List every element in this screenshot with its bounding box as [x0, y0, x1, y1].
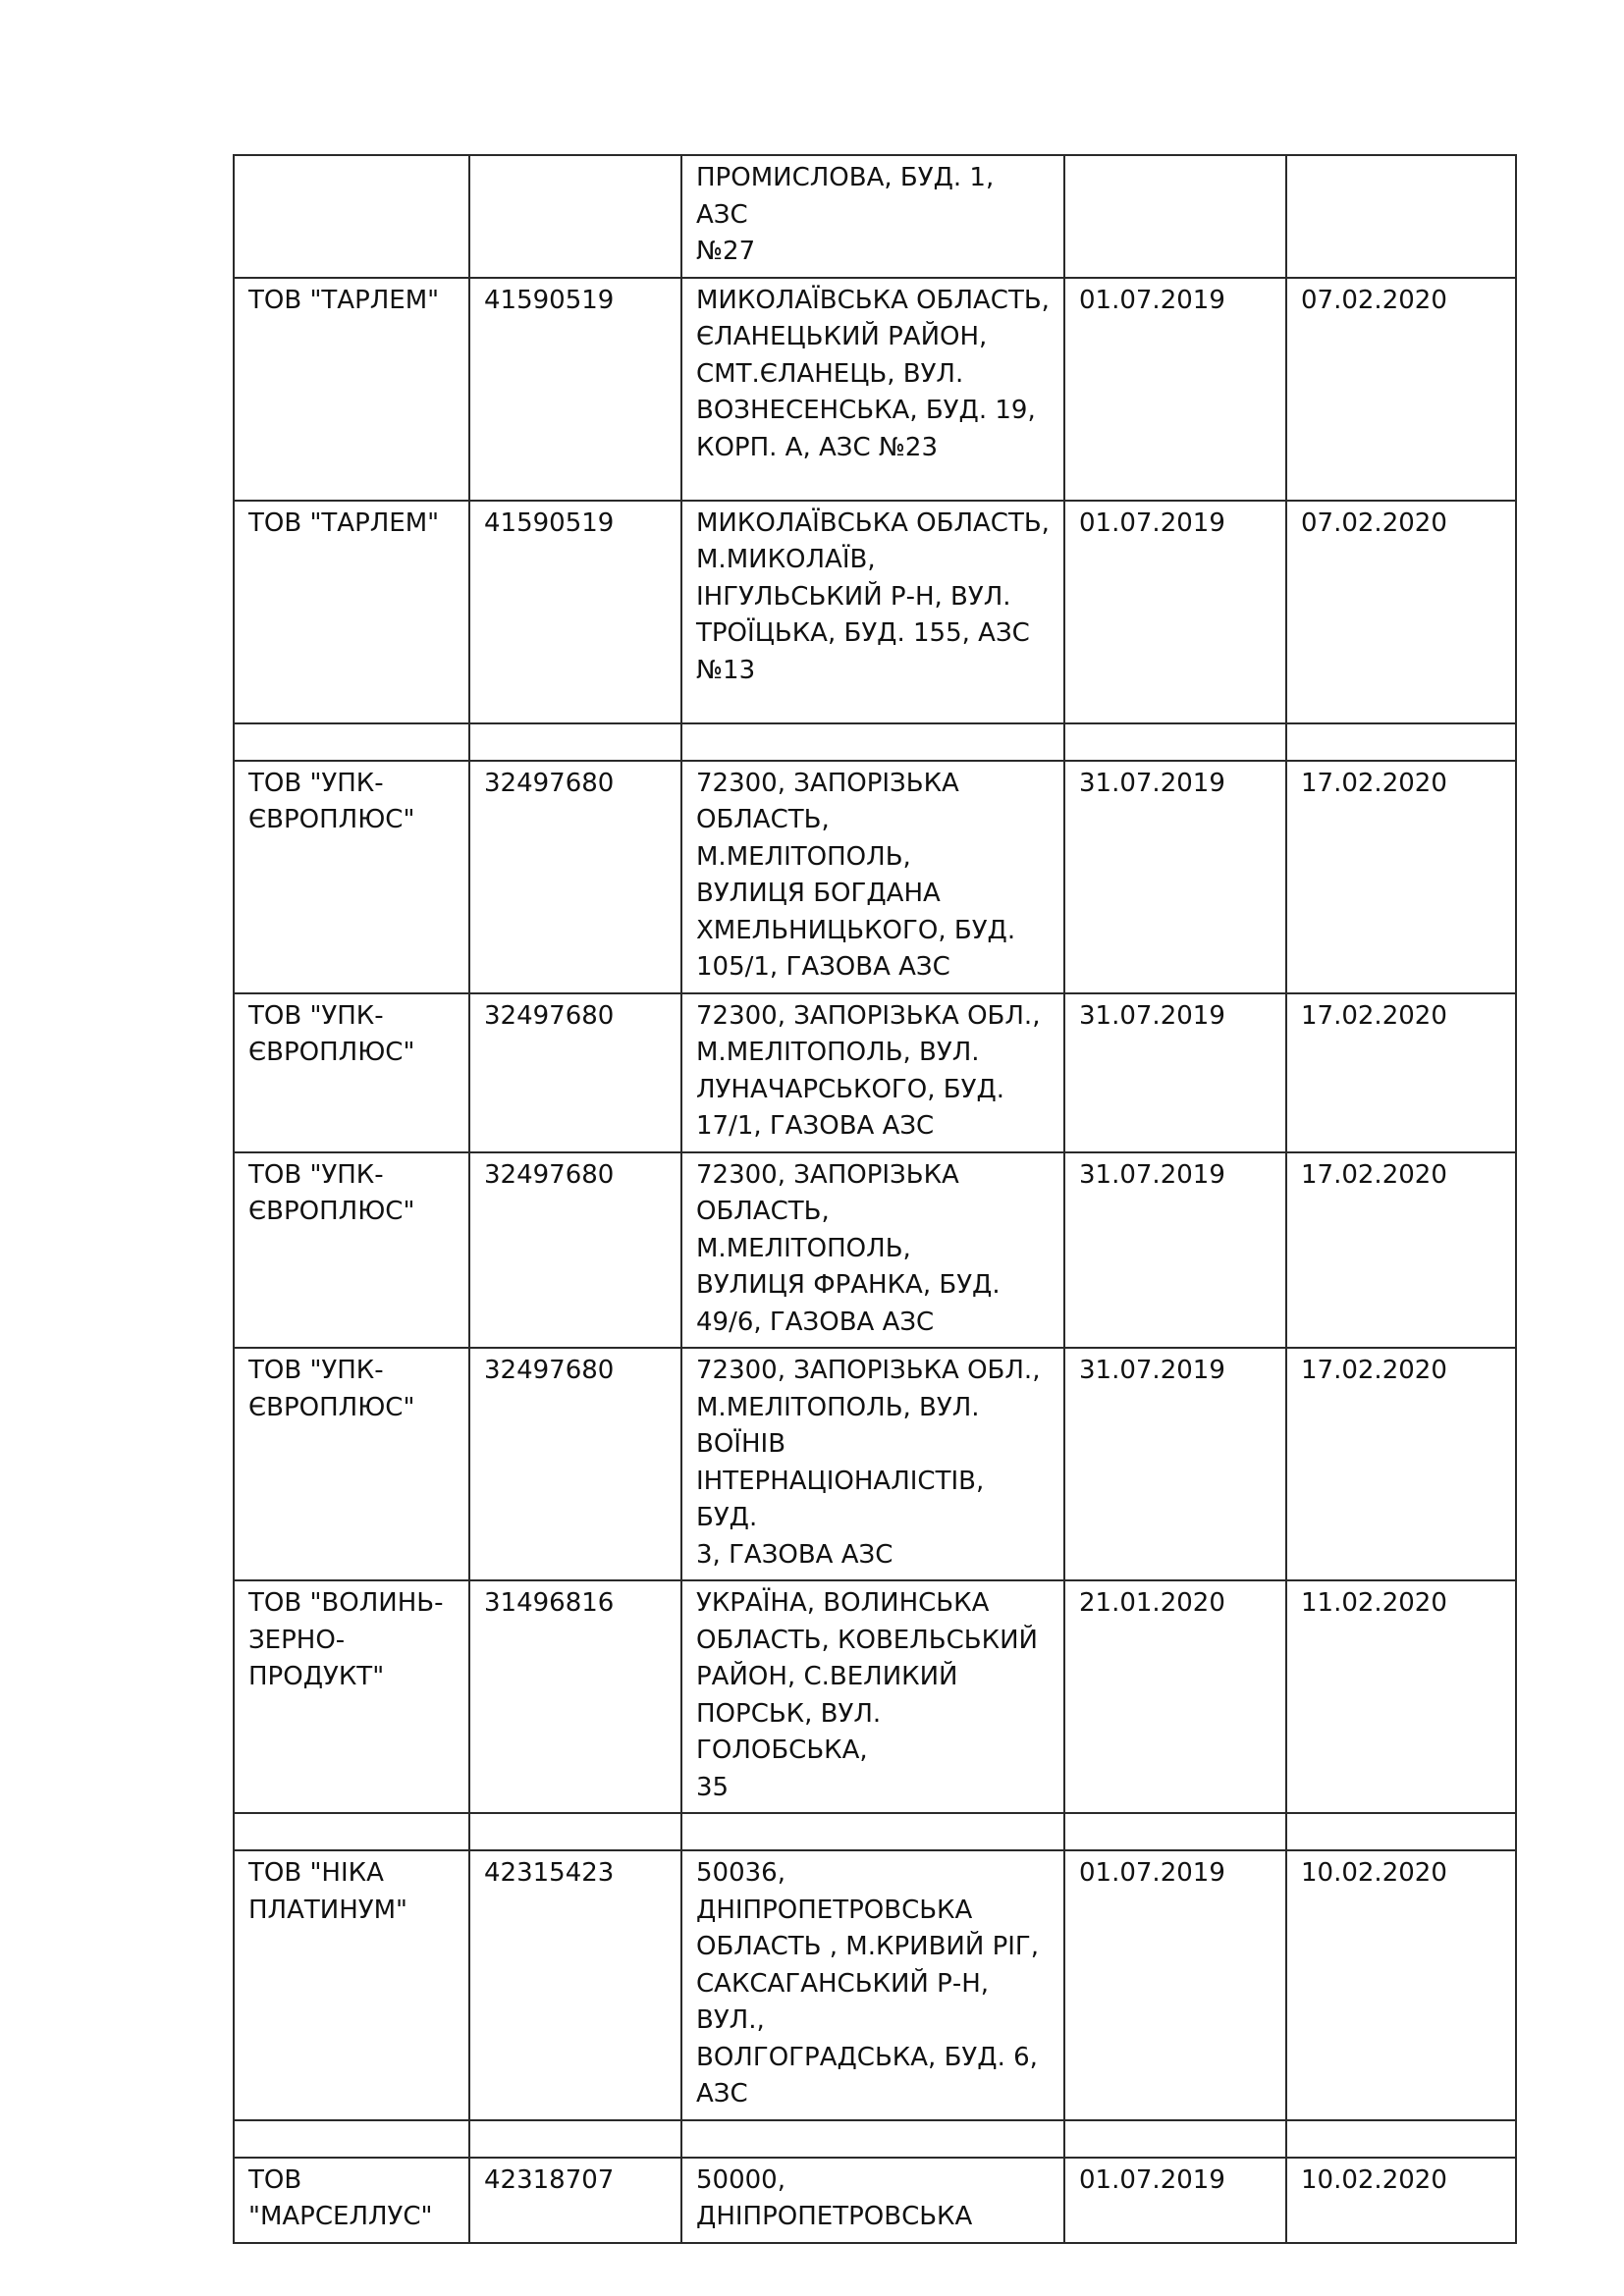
company-code-cell: 42315423: [469, 1850, 681, 2120]
date-from-cell: 31.07.2019: [1064, 993, 1286, 1152]
date-to-cell: 07.02.2020: [1286, 278, 1516, 501]
date-to-cell: 17.02.2020: [1286, 1152, 1516, 1349]
company-code-cell: [469, 2120, 681, 2158]
date-from-cell: 01.07.2019: [1064, 501, 1286, 723]
table-row: [234, 1813, 1516, 1850]
date-from-cell: 31.07.2019: [1064, 1348, 1286, 1580]
address-cell: МИКОЛАЇВСЬКА ОБЛАСТЬ, М.МИКОЛАЇВ, ІНГУЛЬСЬКИЙ Р-Н, ВУЛ. ТРОЇЦЬКА, БУД. 155, АЗС №13: [681, 501, 1064, 723]
company-name-cell: ТОВ "МАРСЕЛЛУС": [234, 2158, 469, 2243]
company-name-cell: ТОВ "УПК- ЄВРОПЛЮС": [234, 1348, 469, 1580]
company-code-cell: 32497680: [469, 993, 681, 1152]
company-code-cell: 31496816: [469, 1580, 681, 1813]
company-name-cell: ТОВ "УПК- ЄВРОПЛЮС": [234, 993, 469, 1152]
company-name-cell: [234, 2120, 469, 2158]
registry-table: [233, 154, 1517, 2244]
company-code-cell: 42318707: [469, 2158, 681, 2243]
date-to-cell: [1286, 155, 1516, 278]
date-to-cell: 10.02.2020: [1286, 2158, 1516, 2243]
address-cell: 72300, ЗАПОРІЗЬКА ОБЛ., М.МЕЛІТОПОЛЬ, ВУЛ. ЛУНАЧАРСЬКОГО, БУД. 17/1, ГАЗОВА АЗС: [681, 993, 1064, 1152]
table-row: [234, 723, 1516, 761]
date-to-cell: 17.02.2020: [1286, 1348, 1516, 1580]
company-code-cell: 32497680: [469, 1152, 681, 1349]
date-to-cell: 07.02.2020: [1286, 501, 1516, 723]
company-code-cell: 41590519: [469, 278, 681, 501]
table-row: [234, 993, 1516, 1152]
date-from-cell: 21.01.2020: [1064, 1580, 1286, 1813]
address-cell: 72300, ЗАПОРІЗЬКА ОБЛ., М.МЕЛІТОПОЛЬ, ВУЛ. ВОЇНІВ ІНТЕРНАЦІОНАЛІСТІВ, БУД. 3, ГАЗОВА АЗС: [681, 1348, 1064, 1580]
company-code-cell: [469, 723, 681, 761]
company-name-cell: [234, 1813, 469, 1850]
date-to-cell: [1286, 1813, 1516, 1850]
table-row: [234, 501, 1516, 723]
date-from-cell: 01.07.2019: [1064, 2158, 1286, 2243]
table-row: [234, 278, 1516, 501]
date-from-cell: 31.07.2019: [1064, 1152, 1286, 1349]
table-row: [234, 1152, 1516, 1349]
date-to-cell: 17.02.2020: [1286, 761, 1516, 993]
company-name-cell: ТОВ "УПК- ЄВРОПЛЮС": [234, 761, 469, 993]
address-cell: [681, 723, 1064, 761]
table-row: [234, 761, 1516, 993]
table-row: [234, 1348, 1516, 1580]
table-row: [234, 2120, 1516, 2158]
company-name-cell: ТОВ "ВОЛИНЬ- ЗЕРНО- ПРОДУКТ": [234, 1580, 469, 1813]
company-name-cell: ТОВ "УПК- ЄВРОПЛЮС": [234, 1152, 469, 1349]
date-from-cell: [1064, 1813, 1286, 1850]
address-cell: [681, 2120, 1064, 2158]
table-row: [234, 2158, 1516, 2243]
date-to-cell: [1286, 723, 1516, 761]
company-code-cell: [469, 1813, 681, 1850]
date-to-cell: 11.02.2020: [1286, 1580, 1516, 1813]
address-cell: 72300, ЗАПОРІЗЬКА ОБЛАСТЬ, М.МЕЛІТОПОЛЬ, ВУЛИЦЯ БОГДАНА ХМЕЛЬНИЦЬКОГО, БУД. 105/1, ГАЗОВА АЗС: [681, 761, 1064, 993]
company-code-cell: [469, 155, 681, 278]
date-from-cell: [1064, 2120, 1286, 2158]
address-cell: 50036, ДНІПРОПЕТРОВСЬКА ОБЛАСТЬ , М.КРИВИЙ РІГ, САКСАГАНСЬКИЙ Р-Н, ВУЛ., ВОЛГОГРАДСЬКА, БУД. 6, АЗС: [681, 1850, 1064, 2120]
date-to-cell: [1286, 2120, 1516, 2158]
company-name-cell: ТОВ "ТАРЛЕМ": [234, 501, 469, 723]
date-from-cell: [1064, 155, 1286, 278]
company-name-cell: [234, 723, 469, 761]
address-cell: МИКОЛАЇВСЬКА ОБЛАСТЬ, ЄЛАНЕЦЬКИЙ РАЙОН, СМТ.ЄЛАНЕЦЬ, ВУЛ. ВОЗНЕСЕНСЬКА, БУД. 19, КОРП. А, АЗС №23: [681, 278, 1064, 501]
company-code-cell: 32497680: [469, 1348, 681, 1580]
date-to-cell: 10.02.2020: [1286, 1850, 1516, 2120]
date-from-cell: [1064, 723, 1286, 761]
table-row: [234, 1580, 1516, 1813]
company-name-cell: [234, 155, 469, 278]
address-cell: ПРОМИСЛОВА, БУД. 1, АЗС №27: [681, 155, 1064, 278]
date-from-cell: 31.07.2019: [1064, 761, 1286, 993]
date-from-cell: 01.07.2019: [1064, 1850, 1286, 2120]
company-code-cell: 41590519: [469, 501, 681, 723]
address-cell: УКРАЇНА, ВОЛИНСЬКА ОБЛАСТЬ, КОВЕЛЬСЬКИЙ РАЙОН, С.ВЕЛИКИЙ ПОРСЬК, ВУЛ. ГОЛОБСЬКА, 35: [681, 1580, 1064, 1813]
date-from-cell: 01.07.2019: [1064, 278, 1286, 501]
address-cell: [681, 1813, 1064, 1850]
address-cell: 72300, ЗАПОРІЗЬКА ОБЛАСТЬ, М.МЕЛІТОПОЛЬ, ВУЛИЦЯ ФРАНКА, БУД. 49/6, ГАЗОВА АЗС: [681, 1152, 1064, 1349]
table-row: [234, 155, 1516, 278]
address-cell: 50000, ДНІПРОПЕТРОВСЬКА: [681, 2158, 1064, 2243]
date-to-cell: 17.02.2020: [1286, 993, 1516, 1152]
company-name-cell: ТОВ "НІКА ПЛАТИНУМ": [234, 1850, 469, 2120]
table-row: [234, 1850, 1516, 2120]
company-name-cell: ТОВ "ТАРЛЕМ": [234, 278, 469, 501]
company-code-cell: 32497680: [469, 761, 681, 993]
